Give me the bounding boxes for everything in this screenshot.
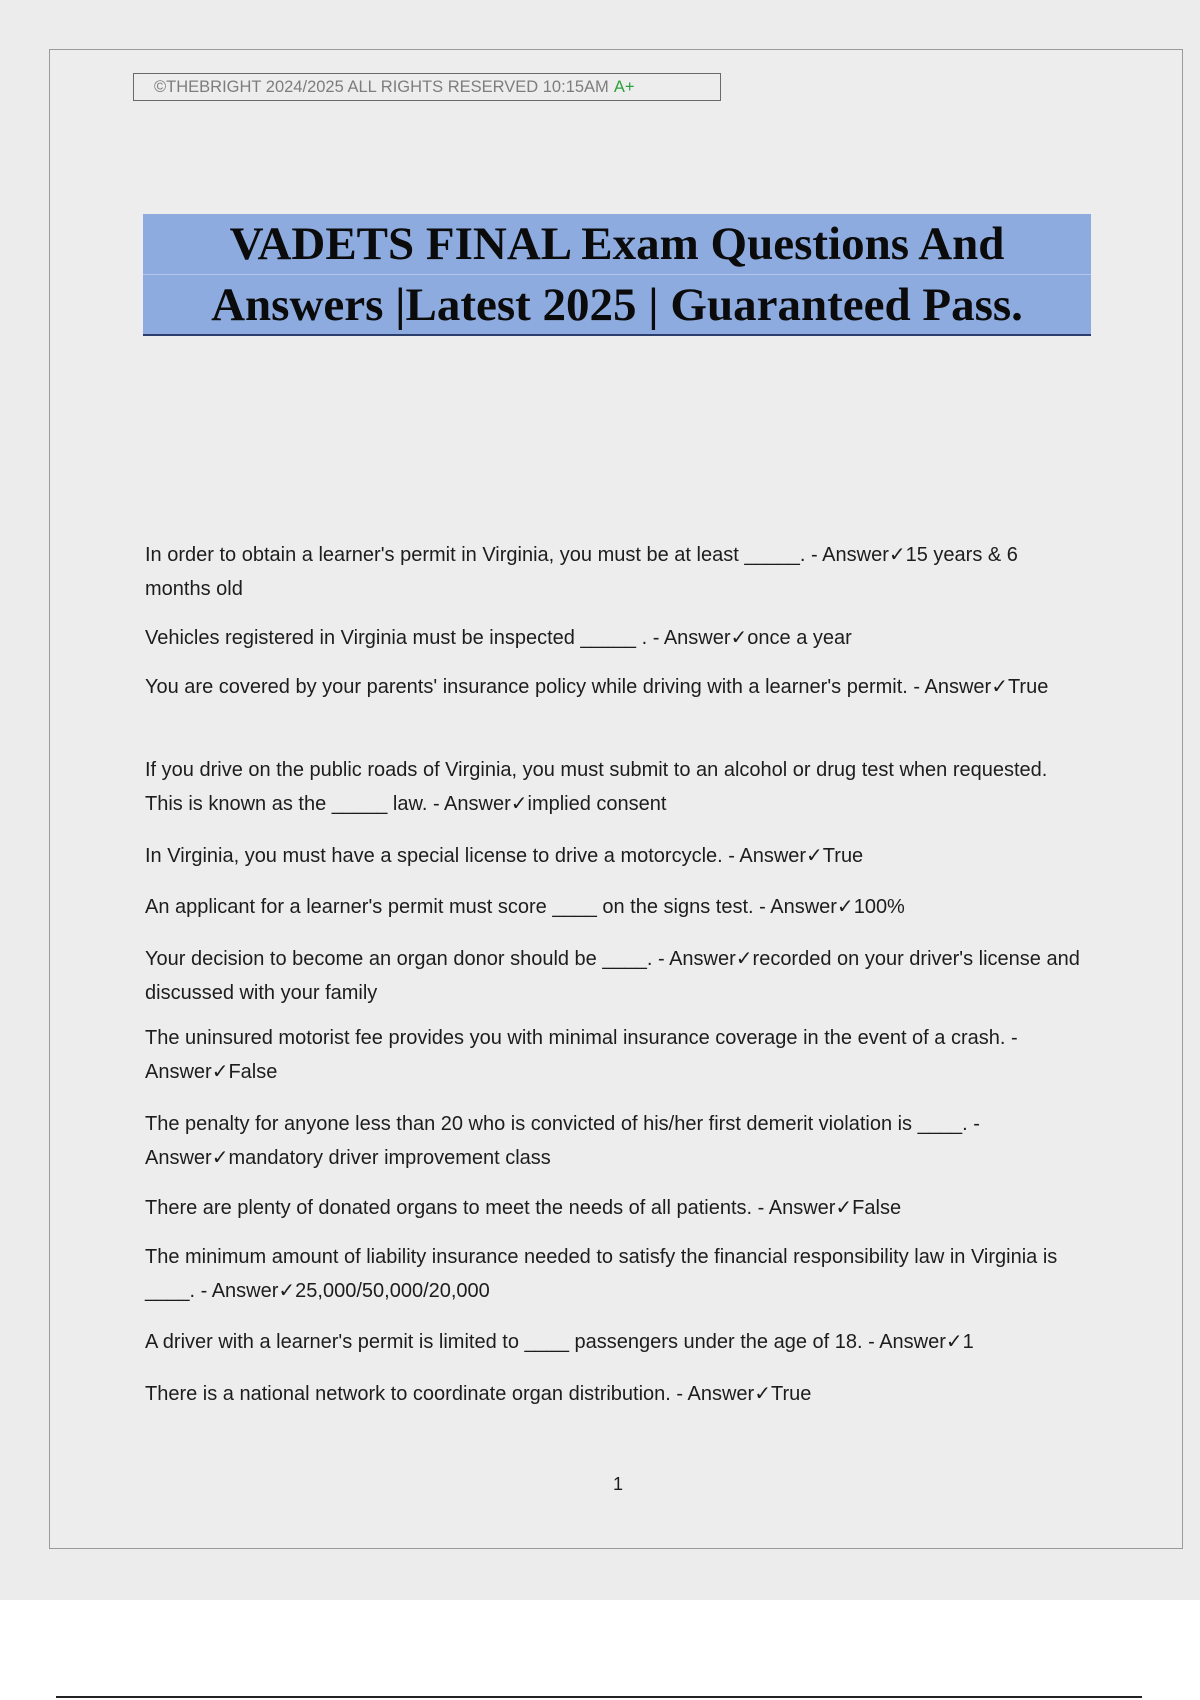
- title-line-1: VADETS FINAL Exam Questions And: [229, 218, 1005, 270]
- page-number: 1: [612, 1474, 623, 1494]
- qa-item: A driver with a learner's permit is limited to ____ passengers under the age of 18. - Answer✓1: [145, 1331, 974, 1353]
- bottom-divider: [56, 1696, 1142, 1698]
- title-line-2: Answers |Latest 2025 | Guaranteed Pass.: [211, 279, 1023, 331]
- qa-item: The minimum amount of liability insurance needed to satisfy the financial responsibility law in Virginia is ____. - Answer✓25,000/50,000/20,000: [145, 1246, 1058, 1302]
- document-title: [143, 214, 1091, 336]
- qa-item: You are covered by your parents' insurance policy while driving with a learner's permit. - Answer✓True: [145, 676, 1049, 698]
- copyright-text: ©THEBRIGHT 2024/2025 ALL RIGHTS RESERVED 10:15AM: [154, 77, 609, 96]
- grade-badge: A+: [613, 77, 635, 96]
- qa-item: Vehicles registered in Virginia must be inspected _____ . - Answer✓once a year: [145, 627, 852, 649]
- qa-item: In Virginia, you must have a special license to drive a motorcycle. - Answer✓True: [145, 845, 864, 867]
- qa-item: The penalty for anyone less than 20 who is convicted of his/her first demerit violation is ____. - Answer✓mandatory driver improvement class: [145, 1113, 980, 1169]
- qa-item: The uninsured motorist fee provides you with minimal insurance coverage in the event of a crash. - Answer✓False: [145, 1027, 1018, 1083]
- copyright-header: [133, 73, 721, 101]
- qa-item: Your decision to become an organ donor should be ____. - Answer✓recorded on your driver's license and discussed with your family: [145, 948, 1080, 1004]
- qa-item: If you drive on the public roads of Virginia, you must submit to an alcohol or drug test when requested. This is known as the _____ law. - Answer✓implied consent: [145, 759, 1048, 815]
- qa-item: There is a national network to coordinate organ distribution. - Answer✓True: [145, 1383, 812, 1405]
- qa-item: In order to obtain a learner's permit in Virginia, you must be at least _____. - Answer✓15 years & 6 months old: [145, 544, 1018, 600]
- qa-item: There are plenty of donated organs to meet the needs of all patients. - Answer✓False: [145, 1197, 902, 1219]
- qa-item: An applicant for a learner's permit must score ____ on the signs test. - Answer✓100%: [145, 896, 905, 918]
